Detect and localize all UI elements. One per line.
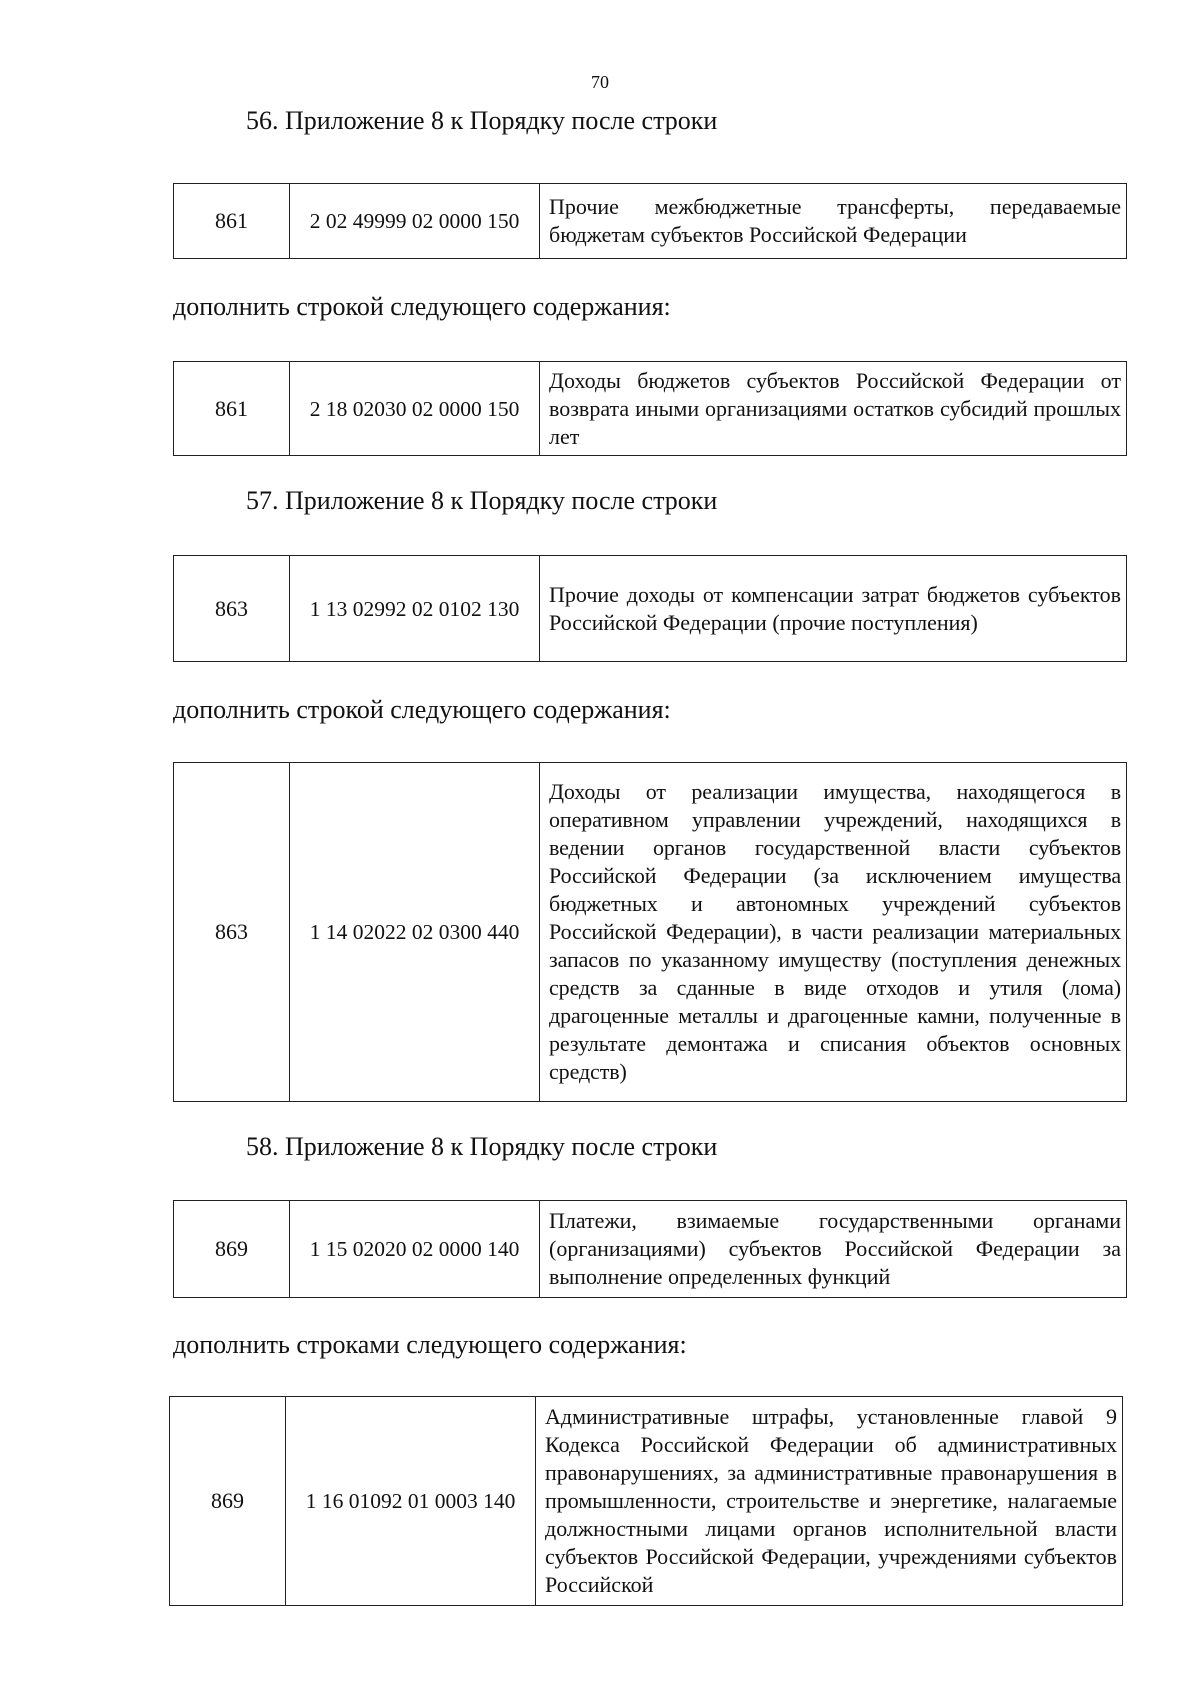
kbk-code-cell: 2 18 02030 02 0000 150 bbox=[290, 362, 540, 455]
kbk-code-cell: 1 16 01092 01 0003 140 bbox=[286, 1397, 536, 1605]
table-row-56-added bbox=[173, 361, 1127, 456]
income-description-cell: Доходы от реализации имущества, находящегося в оперативном управлении учреждений, находящихся в ведении органов государственной власти субъектов Российской Федерации (за исключением имущества бюджетных и автономных учреждений субъектов Российской Федерации), в части реализации материальных запасов по указанному имуществу (поступления денежных средств за сданные в виде отходов и утиля (лома) драгоценные металлы и драгоценные камни, полученные в результате демонтажа и списания объектов основных средств) bbox=[549, 779, 1121, 1084]
instruction-58: дополнить строками следующего содержания: bbox=[173, 1330, 687, 1359]
section-56-heading: 56. Приложение 8 к Порядку после строки bbox=[246, 106, 718, 135]
income-description-cell: Платежи, взимаемые государственными органами (организациями) субъектов Российской Федерации за выполнение определенных функций bbox=[549, 1208, 1121, 1289]
admin-code-cell: 869 bbox=[174, 1201, 290, 1297]
section-58-heading: 58. Приложение 8 к Порядку после строки bbox=[246, 1132, 718, 1161]
page-number: 70 bbox=[591, 72, 609, 92]
table-row-58-before bbox=[173, 1200, 1127, 1298]
instruction-56: дополнить строкой следующего содержания: bbox=[173, 292, 671, 321]
kbk-code-cell: 2 02 49999 02 0000 150 bbox=[290, 184, 540, 258]
table-row-58-added bbox=[169, 1396, 1123, 1606]
admin-code-cell: 861 bbox=[174, 184, 290, 258]
admin-code-cell: 863 bbox=[174, 763, 290, 1101]
admin-code-cell: 861 bbox=[174, 362, 290, 455]
income-description-cell: Доходы бюджетов субъектов Российской Федерации от возврата иными организациями остатков субсидий прошлых лет bbox=[549, 367, 1121, 449]
kbk-code-cell: 1 15 02020 02 0000 140 bbox=[290, 1201, 540, 1297]
income-description-cell: Прочие межбюджетные трансферты, передаваемые бюджетам субъектов Российской Федерации bbox=[549, 194, 1121, 247]
section-57-heading: 57. Приложение 8 к Порядку после строки bbox=[246, 486, 718, 515]
admin-code-cell: 869 bbox=[170, 1397, 286, 1605]
income-description-cell: Административные штрафы, установленные главой 9 Кодекса Российской Федерации об административных правонарушениях, за административные правонарушения в промышленности, строительстве и энергетике, налагаемые должностными лицами органов исполнительной власти субъектов Российской Федерации, учреждениями субъектов Российской bbox=[545, 1404, 1117, 1597]
table-row-56-before bbox=[173, 183, 1127, 259]
admin-code-cell: 863 bbox=[174, 556, 290, 661]
table-row-57-added bbox=[173, 762, 1127, 1102]
instruction-57: дополнить строкой следующего содержания: bbox=[173, 695, 671, 724]
kbk-code-cell: 1 13 02992 02 0102 130 bbox=[290, 556, 540, 661]
kbk-code-cell: 1 14 02022 02 0300 440 bbox=[290, 763, 540, 1101]
income-description-cell: Прочие доходы от компенсации затрат бюджетов субъектов Российской Федерации (прочие поступления) bbox=[549, 581, 1121, 635]
table-row-57-before bbox=[173, 555, 1127, 662]
